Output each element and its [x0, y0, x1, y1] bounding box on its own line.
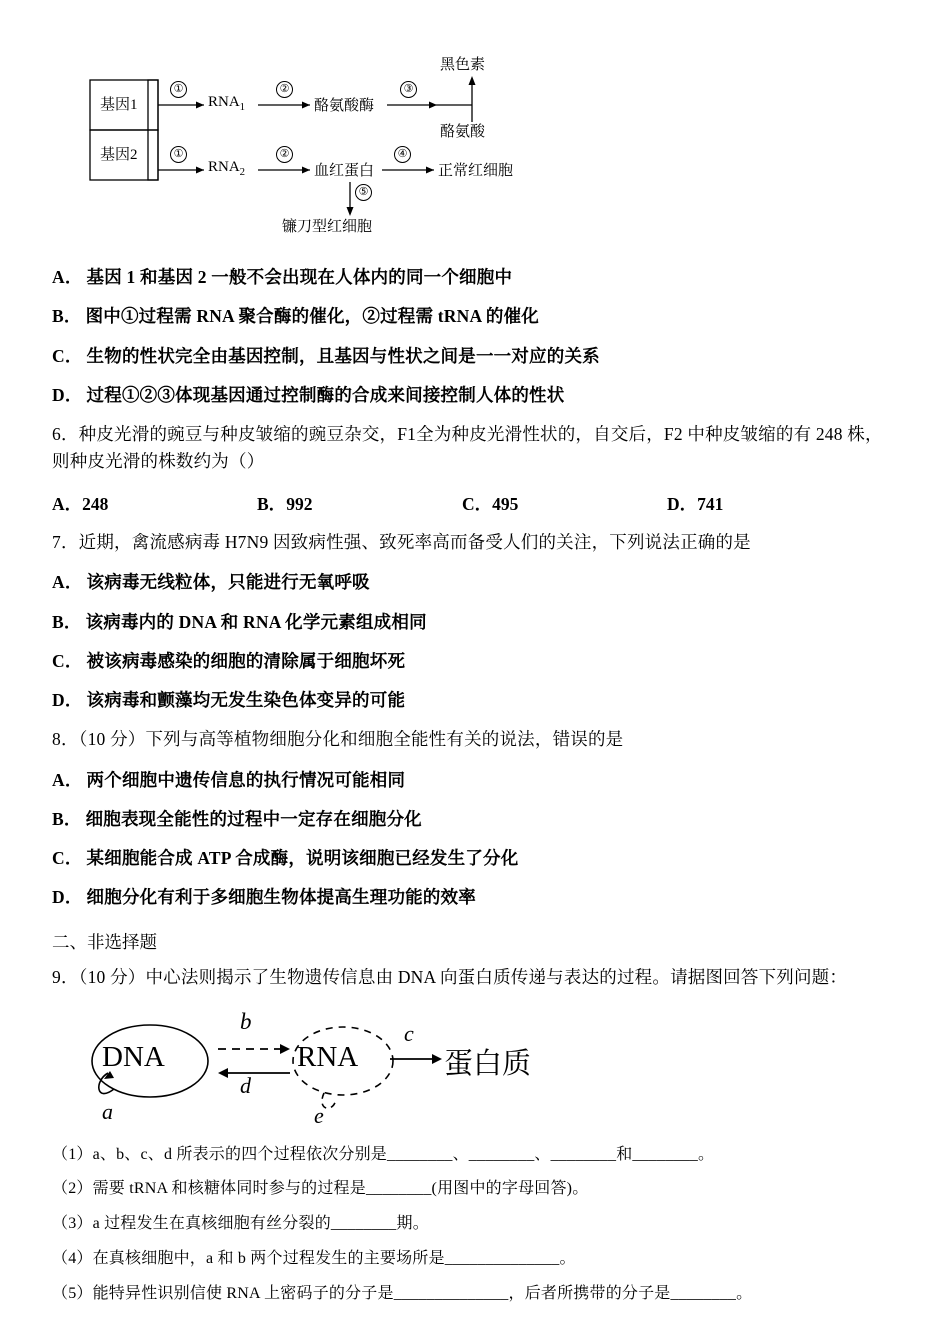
q5-option-d-label: D．	[52, 384, 83, 405]
page-content	[52, 57, 900, 1317]
process-a-label: a	[102, 1098, 113, 1124]
rna1-label: $RNA_1$	[208, 94, 246, 113]
q6-option-b	[257, 491, 462, 516]
circle-5: ⑤	[355, 184, 372, 201]
normal-rbc-label: 正常红细胞	[438, 163, 514, 179]
q7-option-d-label: D．	[52, 690, 83, 711]
q6-option-c-value: 495	[492, 494, 519, 515]
q7-stem: 7．近期，禽流感病毒 H7N9 因致病性强、致死率高而备受人们的关注，下列说法正确的是	[52, 532, 751, 553]
q6-option-c	[462, 491, 667, 516]
rna2-label: $RNA_2$	[208, 159, 246, 178]
q6-option-a-label: A．	[52, 494, 83, 515]
tyrosinase-label: 酪氨酸酶	[314, 98, 375, 114]
q7-option-b-label: B．	[52, 611, 82, 632]
q5-option-d-text: 过程①②③体现基因通过控制酶的合成来间接控制人体的性状	[86, 384, 565, 405]
q8-option-a-label: A．	[52, 769, 83, 790]
circle-1a: ①	[170, 81, 187, 98]
protein-label: 蛋白质	[444, 1047, 532, 1080]
q5-option-b-label: B．	[52, 306, 82, 327]
step1b-label	[170, 146, 187, 163]
q9-sub-3: （3）a 过程发生在真核细胞有丝分裂的________期。	[52, 1215, 429, 1233]
circle-3: ③	[400, 81, 417, 98]
q6-options	[52, 491, 900, 516]
q8-option-b-text: 细胞表现全能性的过程中一定存在细胞分化	[85, 808, 422, 829]
q8-option-b-label: B．	[52, 808, 82, 829]
q8-option-c-text: 某细胞能合成 ATP 合成酶，说明该细胞已经发生了分化	[86, 848, 519, 868]
q6-option-b-value: 992	[286, 494, 313, 515]
q5-option-d	[52, 382, 900, 408]
q8-option-d-text: 细胞分化有利于多细胞生物体提高生理功能的效率	[86, 887, 476, 908]
q5-option-c	[52, 343, 900, 369]
hemoglobin-label: 血红蛋白	[314, 163, 375, 179]
q6-option-a-value: 248	[82, 494, 109, 515]
rna-label: RNA	[297, 1040, 359, 1073]
process-e-label: e	[314, 1102, 324, 1128]
step2b-label	[276, 146, 293, 163]
q6-option-b-label: B．	[257, 494, 287, 515]
q8-option-d	[52, 884, 900, 910]
q8-option-b	[52, 806, 900, 832]
q8-option-d-label: D．	[52, 887, 83, 908]
step1a-label	[170, 81, 187, 98]
circle-2a: ②	[276, 81, 293, 98]
q5-option-a	[52, 264, 900, 290]
process-d-label: d	[240, 1072, 251, 1098]
q7-option-b-text: 该病毒内的 DNA 和 RNA 化学元素组成相同	[85, 611, 427, 632]
step5-label	[355, 184, 372, 201]
step2a-label	[276, 81, 293, 98]
q8-option-a	[52, 767, 900, 793]
q6-stem: 6．种皮光滑的豌豆与种皮皱缩的豌豆杂交，F1全为种皮光滑性状的，自交后，F2 中种皮皱缩的有 248 株，则种皮光滑的株数约为（）	[52, 424, 883, 472]
q7-option-d	[52, 687, 900, 713]
q5-option-c-text: 生物的性状完全由基因控制，且基因与性状之间是一一对应的关系	[86, 345, 600, 366]
circle-2b: ②	[276, 146, 293, 163]
q7-option-c-label: C．	[52, 650, 83, 671]
section-title-2: 二、非选择题	[52, 931, 157, 952]
central-dogma-diagram	[72, 1003, 542, 1133]
gene2-label: 基因2	[100, 147, 138, 163]
q6-option-d-value: 741	[697, 494, 724, 515]
q8-option-c	[52, 845, 900, 871]
q5-option-b	[52, 303, 900, 329]
gene1-label: 基因1	[100, 97, 138, 113]
q9-sub-4: （4）在真核细胞中，a 和 b 两个过程发生的主要场所是______________。	[52, 1250, 576, 1268]
q6-option-d	[667, 491, 872, 516]
sickle-rbc-label: 镰刀型红细胞	[282, 219, 373, 235]
q9-sub-5: （5）能特异性识别信使 RNA 上密码子的分子是______________，后者所携带的分子是________。	[52, 1284, 753, 1302]
q7-option-c	[52, 648, 900, 674]
circle-1b: ①	[170, 146, 187, 163]
step4-label	[394, 146, 411, 163]
q5-option-a-text: 基因 1 和基因 2 一般不会出现在人体内的同一个细胞中	[86, 267, 513, 287]
gene-expression-diagram	[82, 57, 622, 250]
q7-option-c-text: 被该病毒感染的细胞的清除属于细胞坏死	[86, 650, 406, 671]
circle-4: ④	[394, 146, 411, 163]
q7-option-a-text: 该病毒无线粒体，只能进行无氧呼吸	[86, 572, 370, 593]
q6-option-c-label: C．	[462, 494, 493, 515]
q5-option-c-label: C．	[52, 345, 83, 366]
q9-sub-1: （1）a、b、c、d 所表示的四个过程依次分别是________、________、________和________。	[52, 1145, 715, 1163]
q7-option-d-text: 该病毒和颤藻均无发生染色体变异的可能	[86, 690, 406, 711]
q6-option-d-label: D．	[667, 494, 698, 515]
tyrosine-label: 酪氨酸	[440, 124, 486, 140]
process-c-label: c	[404, 1020, 414, 1046]
q7-option-a-label: A．	[52, 572, 83, 593]
q8-option-c-label: C．	[52, 848, 83, 868]
q5-option-a-label: A．	[52, 267, 83, 287]
q5-option-b-text: 图中①过程需 RNA 聚合酶的催化，②过程需 tRNA 的催化	[85, 306, 540, 327]
melanin-label: 黑色素	[440, 57, 486, 73]
q8-option-a-text: 两个细胞中遗传信息的执行情况可能相同	[86, 769, 406, 790]
dna-label: DNA	[102, 1040, 165, 1073]
q7-option-a	[52, 569, 900, 595]
process-b-label: b	[240, 1008, 252, 1034]
q8-stem: 8．（10 分）下列与高等植物细胞分化和细胞全能性有关的说法，错误的是	[52, 729, 624, 750]
q9-stem: 9．（10 分）中心法则揭示了生物遗传信息由 DNA 向蛋白质传递与表达的过程。请据图回答下列问题：	[52, 966, 848, 987]
q7-option-b	[52, 609, 900, 635]
q6-option-a	[52, 491, 257, 516]
q9-sub-2: （2）需要 tRNA 和核糖体同时参与的过程是________(用图中的字母回答)。	[52, 1180, 589, 1198]
step3-label	[400, 81, 417, 98]
